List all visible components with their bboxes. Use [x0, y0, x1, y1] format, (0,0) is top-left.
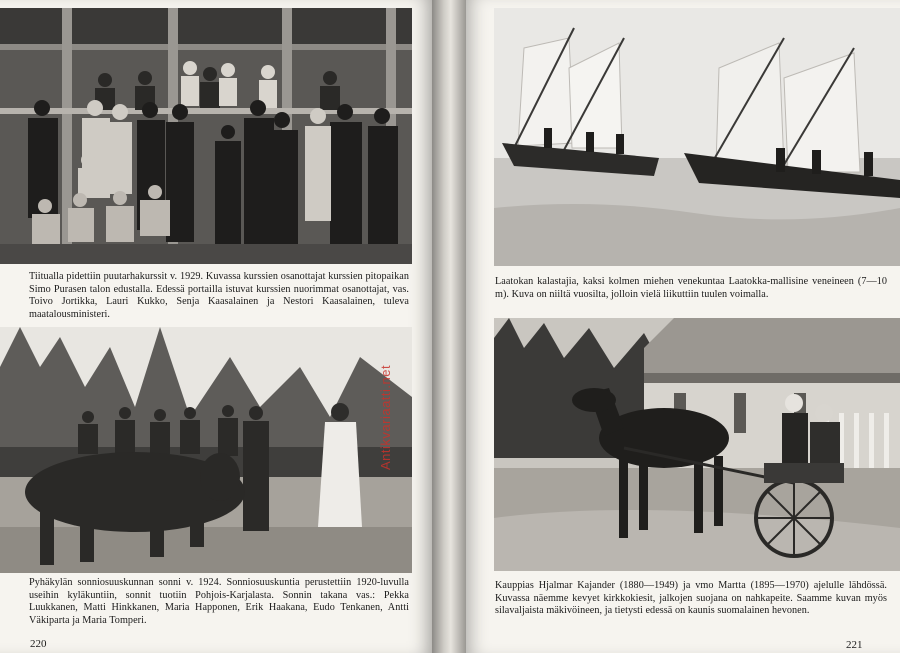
- watermark: Antikvariaatti.net: [378, 364, 393, 470]
- course-group-caption: Tiitualla pidettiin puutarhakurssit v. 1929. Kuvassa kurssien osanottajat kurssien pitopaikan Simo Purasen talon edustalla. Edessä portailla istuvat kurssien nuorimmat osanottajat, vas. Toivo Jortikka, Lauri Kukko, Senja Kaasalainen ja Nestori Kaasalainen, tuleva maatalousministeri.: [29, 271, 409, 320]
- book-gutter: [432, 0, 466, 653]
- horse-cart-photo: [494, 318, 900, 571]
- left-page-number: 220: [30, 638, 47, 650]
- right-page: [466, 0, 900, 653]
- horse-cart-caption: Kauppias Hjalmar Kajander (1880—1949) ja vmo Martta (1895—1970) ajelulle lähdössä. Kuvassa näemme kevyet kirkkokiesit, jalkojen suojana on nahkapeite. Saamme kuvan myös silavaljaista mäkivöineen, ja tietysti edessä on kaunis suomalainen hevonen.: [495, 580, 887, 617]
- right-page-number: 221: [846, 639, 863, 651]
- sailboats-caption: Laatokan kalastajia, kaksi kolmen miehen venekuntaa Laatokka-mallisine veneineen (7—10 m). Kuva on niiltä vuosilta, jolloin vielä liikuttiin tuulen voimalla.: [495, 276, 887, 300]
- left-page: [0, 0, 432, 653]
- bull-caption: Pyhäkylän sonniosuuskunnan sonni v. 1924. Sonniosuuskuntia perustettiin 1920-luvulla useihin kyläkuntiin, sonnit tuotiin Pohjois-Karjalasta. Sonnin takana vas.: Pekka Luukkanen, Matti Hinkkanen, Maria Happonen, Erik Haakana, Eudo Tenkanen, Antti Väkiparta ja Maria Tomperi.: [29, 577, 409, 626]
- bull-photo: [0, 327, 412, 573]
- course-group-photo: [0, 8, 412, 264]
- sailboats-photo: [494, 8, 900, 266]
